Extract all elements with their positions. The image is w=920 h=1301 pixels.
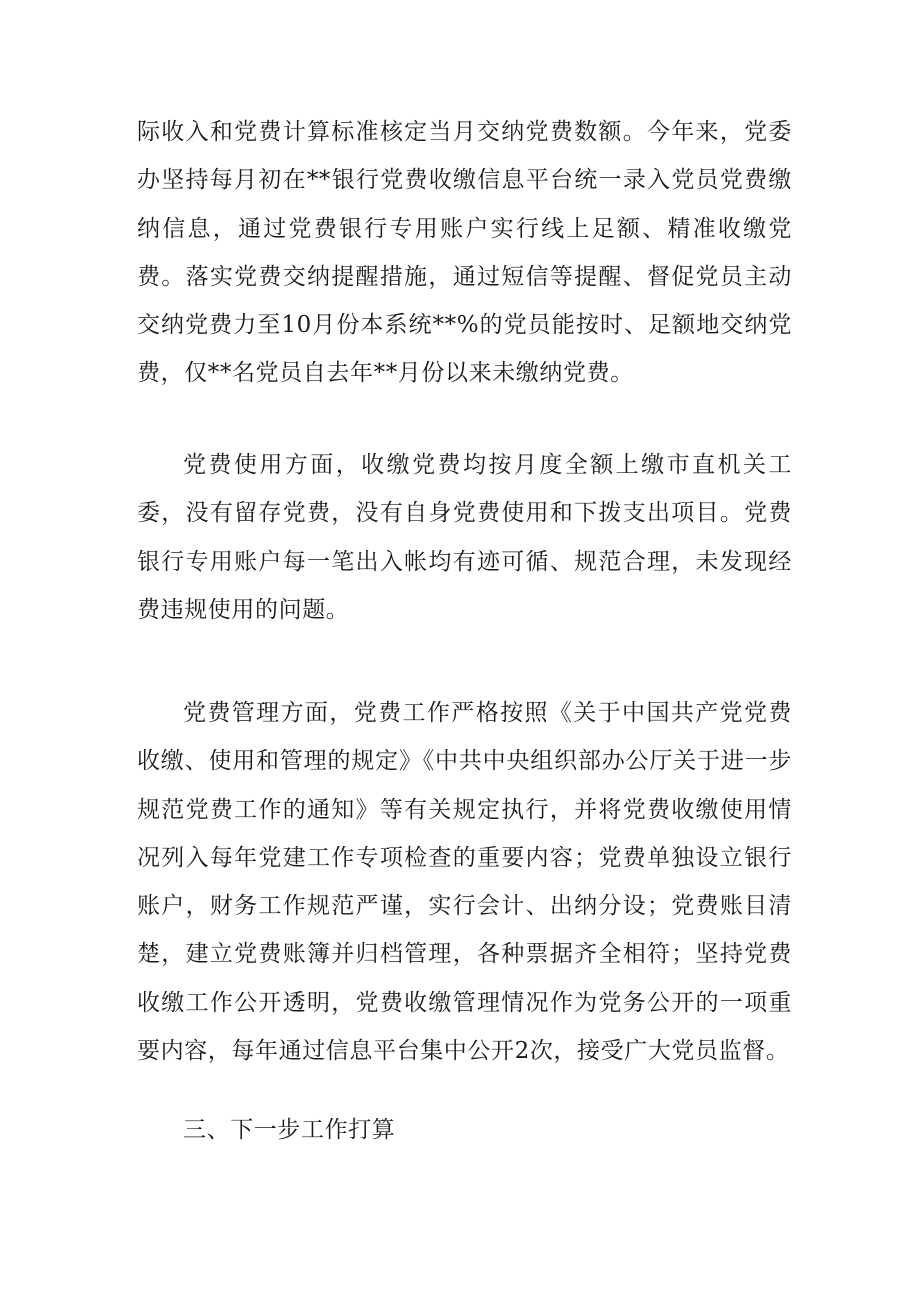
paragraph-party-dues-collection: 际收入和党费计算标准核定当月交纳党费数额。今年来，党委办坚持每月初在**银行党费收缴信息平台统一录入党员党费缴纳信息，通过党费银行专用账户实行线上足额、精准收缴党费。落实党费交纳提醒措施，通过短信等提醒、督促党员主动交纳党费力至10月份本系统**%的党员能按时、足额地交纳党费，仅**名党员自去年**月份以来未缴纳党费。 (137, 119, 792, 387)
paragraph-party-dues-usage: 党费使用方面，收缴党费均按月度全额上缴市直机关工委，没有留存党费，没有自身党费使用和下拨支出项目。党费银行专用账户每一笔出入帐均有迹可循、规范合理，未发现经费违规使用的问题。 (137, 452, 792, 623)
paragraph-party-dues-management: 党费管理方面，党费工作严格按照《关于中国共产党党费收缴、使用和管理的规定》《中共中央组织部办公厅关于进一步规范党费工作的通知》等有关规定执行，并将党费收缴使用情况列入每年党建工作专项检查的重要内容；党费单独设立银行账户，财务工作规范严谨，实行会计、出纳分设；党费账目清楚，建立党费账簿并归档管理，各种票据齐全相符；坚持党费收缴工作公开透明，党费收缴管理情况作为党务公开的一项重要内容，每年通过信息平台集中公开2次，接受广大党员监督。 (137, 700, 792, 1065)
section-heading-next-steps: 三、下一步工作打算 (183, 1117, 396, 1143)
